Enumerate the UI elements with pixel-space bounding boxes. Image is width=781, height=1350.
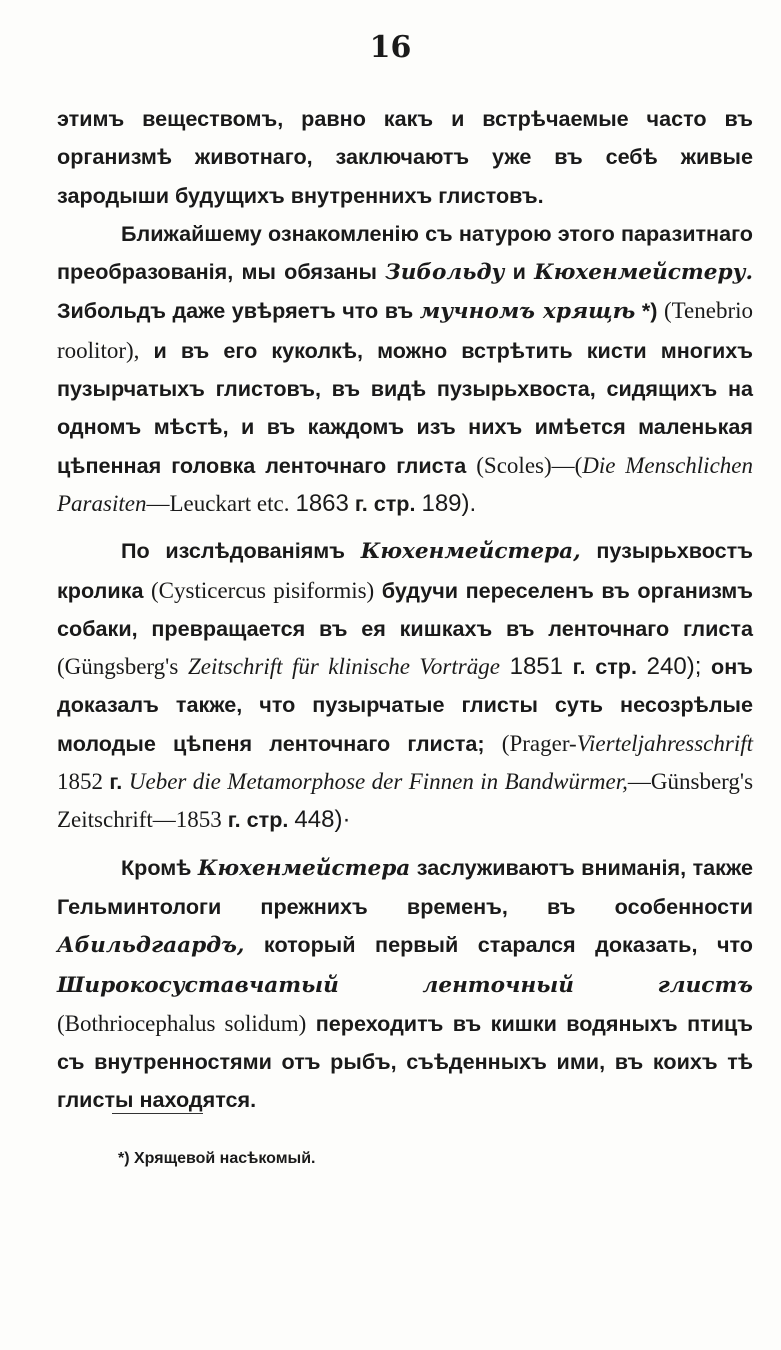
- text-run: —Günsberg's Zeitschrift—1853: [57, 769, 754, 833]
- emphasis-text: Ueber die Metamorphose der Finnen in Bandwürmer,: [128, 769, 628, 795]
- emphasis-text: Кюхенмейстеру.: [534, 260, 753, 286]
- text-run: По изслѣдованіямъ: [121, 538, 361, 564]
- text-run: (Cysticercus pisiformis): [151, 577, 375, 603]
- text-run: Кромѣ: [121, 854, 198, 880]
- emphasis-text: Зибольду: [385, 260, 505, 286]
- emphasis-text: Широкосуставчатый ленточный глистъ: [57, 972, 753, 998]
- paragraph: [57, 849, 753, 1120]
- emphasis-text: Die Menschlichen Parasiten: [57, 452, 753, 516]
- emphasis-text: Кюхенмейстера,: [360, 539, 581, 565]
- text-run: заслуживаютъ вниманія, также Гельминтологи прежнихъ временъ, въ особенности: [57, 854, 753, 919]
- emphasis-text: Абильдгаардъ,: [57, 933, 245, 959]
- emphasis-text: Zeitschrift für klinische Vorträge: [187, 654, 500, 680]
- text-run: г.: [109, 769, 129, 795]
- text-run: Зибольдъ даже увѣряетъ что въ: [57, 298, 420, 324]
- text-run: (Scoles)—(: [476, 452, 583, 478]
- emphasis-text: мучномъ хрящѣ: [419, 299, 636, 325]
- text-run: пузырьхвостъ кролика: [57, 538, 754, 603]
- text-run: (Prager-: [501, 730, 577, 756]
- text-run: г. стр.: [348, 490, 422, 516]
- text-run: г. стр.: [221, 807, 295, 833]
- text-run: переходитъ въ кишки водяныхъ птицъ съ внутренностями отъ рыбъ, съѣденныхъ ими, въ коихъ тѣ глисты находятся.: [57, 1010, 753, 1113]
- text-run: который первый старался доказать, что: [244, 932, 753, 958]
- paragraph: [57, 215, 753, 523]
- paragraph: [57, 532, 753, 839]
- text-run: 1851: [509, 653, 563, 681]
- text-run: *): [635, 298, 664, 324]
- text-run: г. стр.: [563, 654, 647, 680]
- text-run: 1852: [57, 769, 110, 795]
- paragraph: [57, 100, 753, 215]
- text-run: 189).: [421, 489, 477, 517]
- body-text: [57, 100, 753, 1120]
- text-run: 1863: [295, 489, 349, 517]
- text-run: будучи переселенъ въ организмъ собаки, превращается въ ея кишкахъ въ ленточнаго глиста: [57, 577, 754, 641]
- text-run: [178, 654, 188, 679]
- emphasis-text: Кюхенмейстера: [197, 855, 411, 881]
- text-run: (Tenebrio roolitor),: [57, 298, 754, 363]
- text-run: (Bothriocephalus solidum): [57, 1010, 307, 1036]
- text-run: Ближайшему ознакомленію съ натурою этого паразитнаго преобразованія, мы обязаны: [57, 220, 753, 285]
- text-run: [500, 654, 510, 679]
- page-number: 16: [369, 30, 412, 65]
- text-run: и: [504, 259, 535, 285]
- emphasis-text: Vierteljahresschrift: [576, 730, 753, 756]
- text-run: —Leuckart etc.: [146, 490, 290, 516]
- text-run: (Güngsberg's: [57, 654, 179, 680]
- text-run: 448)·: [294, 806, 351, 834]
- text-run: 240);: [646, 653, 702, 681]
- text-run: этимъ веществомъ, равно какъ и встрѣчаемые часто въ организмѣ животнаго, заключаютъ уже въ себѣ живые зародыши будущихъ внутреннихъ глистовъ.: [57, 106, 753, 208]
- footnote-divider: [112, 1113, 203, 1114]
- footnote: *) Хрящевой насѣкомый.: [118, 1150, 316, 1167]
- text-run: и въ его куколкѣ, можно встрѣтить кисти многихъ пузырчатыхъ глистовъ, въ видѣ пузырьхвоста, сидящихъ на одномъ мѣстѣ, и въ каждомъ изъ нихъ имѣется маленькая цѣпенная головка ленточнаго глиста: [57, 337, 753, 478]
- text-run: онъ доказалъ также, что пузырчатые глисты суть несозрѣлые молодые цѣпеня ленточнаго глиста;: [57, 654, 754, 756]
